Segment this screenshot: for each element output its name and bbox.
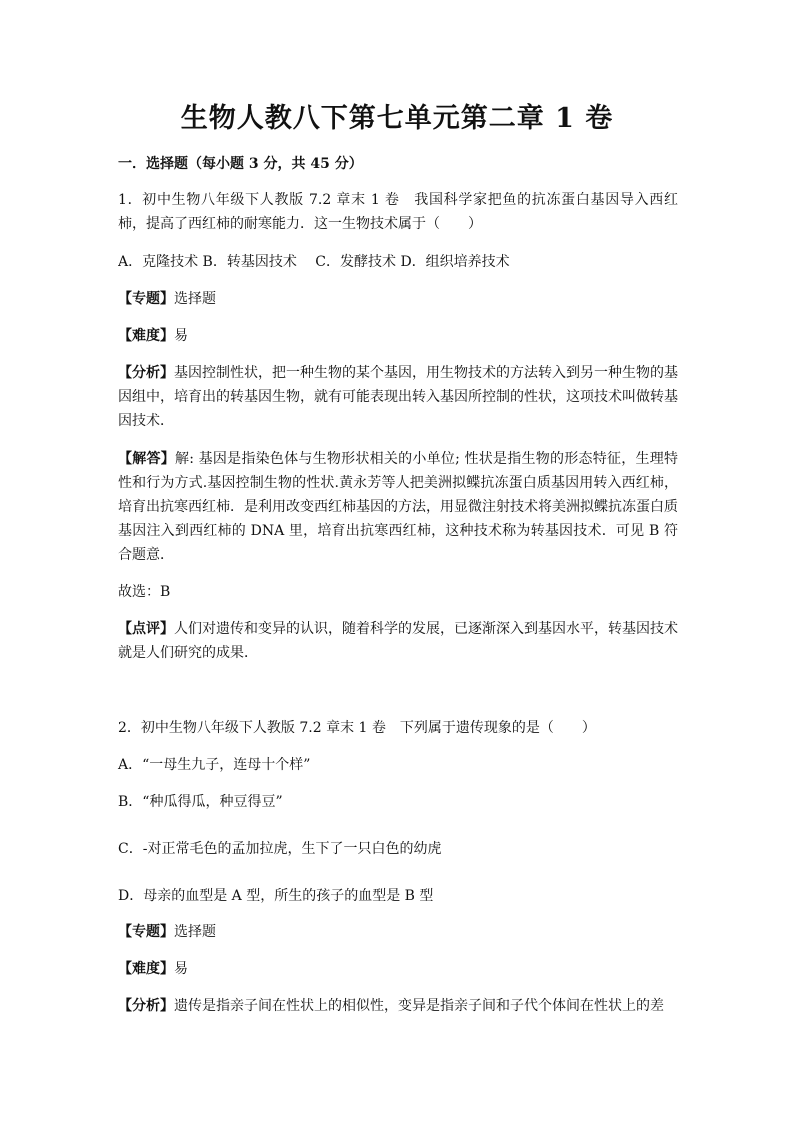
analysis-tag: 【分析】 bbox=[118, 365, 174, 381]
question-1-stem: 1．初中生物八年级下人教版 7.2 章末 1 卷 我国科学家把鱼的抗冻蛋白基因导入西红柿，提高了西红柿的耐寒能力．这一生物技术属于（ ） bbox=[118, 192, 678, 232]
difficulty-tag: 【难度】 bbox=[118, 328, 174, 344]
question-2-option-c: C．-对正常毛色的孟加拉虎，生下了一只白色的幼虎 bbox=[118, 841, 442, 857]
question-1-options: A．克隆技术 B．转基因技术 C．发酵技术 D．组织培养技术 bbox=[118, 254, 510, 270]
analysis-text: 基因控制性状，把一种生物的某个基因，用生物技术的方法转入到另一种生物的基因组中，培育出的转基因生物，就有可能表现出转入基因所控制的性状，这项技术叫做转基因技术． bbox=[118, 365, 678, 429]
question-1-comment bbox=[118, 617, 678, 665]
difficulty-tag: 【难度】 bbox=[118, 961, 174, 977]
comment-tag: 【点评】 bbox=[118, 621, 174, 637]
section-heading: 一．选择题（每小题 3 分，共 45 分） bbox=[118, 156, 363, 172]
question-2-difficulty bbox=[118, 957, 678, 981]
analysis-tag: 【分析】 bbox=[118, 998, 174, 1014]
analysis-text: 遗传是指亲子间在性状上的相似性，变异是指亲子间和子代个体间在性状上的差 bbox=[174, 998, 664, 1014]
topic-tag: 【专题】 bbox=[118, 924, 174, 940]
question-2-analysis bbox=[118, 994, 678, 1018]
answer-text: 解: 基因是指染色体与生物形状相关的小单位; 性状是指生物的形态特征，生理特性和行为方式.基因控制生物的性状.黄永芳等人把美洲拟鲽抗冻蛋白质基因用转入西红柿，培育出抗寒西红柿．是利用改变西红柿基因的方法，用显微注射技术将美洲拟鲽抗冻蛋白质基因注入到西红柿的 DNA 里，培育出抗寒西红柿，这种技术称为转基因技术．可见 B 符合题意． bbox=[118, 451, 678, 563]
question-2-option-a: A．“一母生九子，连母十个样” bbox=[118, 757, 311, 773]
topic-tag: 【专题】 bbox=[118, 291, 174, 307]
difficulty-value: 易 bbox=[174, 328, 188, 344]
question-1-answer bbox=[118, 447, 678, 567]
question-1-analysis bbox=[118, 361, 678, 433]
question-2-topic bbox=[118, 920, 678, 944]
topic-value: 选择题 bbox=[174, 924, 216, 940]
question-1-topic bbox=[118, 287, 678, 311]
difficulty-value: 易 bbox=[174, 961, 188, 977]
topic-value: 选择题 bbox=[174, 291, 216, 307]
answer-tag: 【解答】 bbox=[118, 451, 175, 467]
question-2-option-d: D．母亲的血型是 A 型，所生的孩子的血型是 B 型 bbox=[118, 888, 434, 904]
question-2-stem: 2．初中生物八年级下人教版 7.2 章末 1 卷 下列属于遗传现象的是（ ） bbox=[118, 720, 596, 736]
question-1-difficulty bbox=[118, 324, 678, 348]
question-2-option-b: B．“种瓜得瓜，种豆得豆” bbox=[118, 794, 283, 810]
page-title: 生物人教八下第七单元第二章 1 卷 bbox=[180, 103, 614, 134]
comment-text: 人们对遗传和变异的认识，随着科学的发展，已逐渐深入到基因水平，转基因技术就是人们研究的成果． bbox=[118, 621, 678, 661]
question-1-choice: 故选：B bbox=[118, 584, 171, 600]
